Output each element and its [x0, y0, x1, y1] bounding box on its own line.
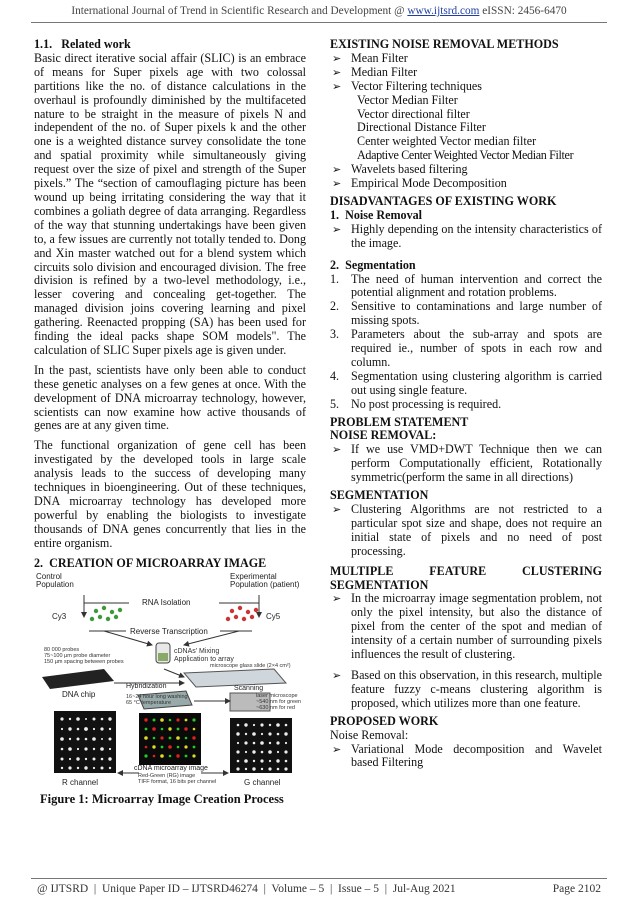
noise-removal-subheading: 1. Noise Removal	[330, 207, 423, 222]
noise-removal-problem-list	[330, 443, 602, 485]
related-work-heading: 1.1. Related work	[34, 37, 131, 51]
creation-heading: 2. CREATION OF MICROARRAY IMAGE	[34, 555, 267, 570]
cy5-label: Cy5	[266, 611, 281, 621]
journal-url-link[interactable]: www.ijtsrd.com	[407, 5, 480, 17]
vector-filtering-sublist	[330, 94, 602, 164]
application-arrow	[164, 669, 184, 677]
item-number: 1.	[330, 271, 340, 286]
proposed-noise-removal-label: Noise Removal:	[330, 727, 409, 742]
dna-chip-shape	[42, 669, 114, 689]
segmentation-subheading: 2. Segmentation	[330, 257, 416, 272]
vector-sub-item: Vector directional filter	[357, 106, 470, 121]
header-rule	[31, 22, 607, 23]
related-work-paragraph-1: Basic direct iterative social affair (SLIC) is an embrace of means for Super pixels age with two colossal partitions like the no. of distance calculations in the overhaul is profoundly diminished by the multifaceted nature to be straight in the measure of pixels N and independent of the no. of Super pixels k and the other one is a weighted distance survey consolidate the tone and spatial proximity while simultaneously giving request over the size of pixel and strength of the Super pixels.” The “section of camouflaging picture has been wound up being irritating considering the way that it combines a goliath degree of data arranging. Regardless of the way that stunning undertakings have been given to, a few issues are currently not totally tended to. Dong and Xin master watched out for a blend system which circuits solo division and encouraged division. The free division is refined by a two-level methodology, i.e., lesser covering and concealing get-together. The managed division joins covering learning and pixel gathering. Reenacted propping (SA) has been used for finding the ideal packs shape SOM models". The calculation of SLIC Super pixels age is given under.	[34, 50, 306, 357]
vector-sub-item: Vector Median Filter	[357, 92, 458, 107]
problem-item: ➢ If we use VMD+DWT Technique then we can perform Computationally efficient, Rotationally symmetric(perform the same in all directions)	[330, 443, 602, 485]
footer-paper-info: @ IJTSRD | Unique Paper ID – IJTSRD46274 | Volume – 5 | Issue – 5 | Jul-Aug 2021	[37, 883, 456, 895]
method-item: ➢ Empirical Mode Decomposition	[330, 177, 602, 191]
experimental-population-label: Experimental Population (patient)	[230, 571, 300, 590]
proposed-work-list	[330, 743, 602, 771]
rna-isolation-label: RNA Isolation	[142, 597, 191, 607]
right-column	[330, 38, 602, 774]
item-number: 4.	[330, 368, 340, 383]
application-to-array-label: Application to array	[174, 655, 234, 663]
scanning-specs-label: laser microscope ~540 nm for green ~630 nm for red	[256, 692, 302, 711]
figure-caption: Figure 1: Microarray Image Creation Process	[40, 791, 284, 806]
disadvantage-item: ➢ Highly depending on the intensity characteristics of the image.	[330, 223, 602, 251]
red-cells-cluster	[226, 605, 258, 620]
noise-removal-disadvantages	[330, 223, 602, 251]
hybridization-specs-label: 16~24 hour long washing 65 °C temperature	[126, 693, 188, 706]
method-item: ➢ Vector Filtering techniques	[330, 80, 602, 94]
segmentation-item	[330, 300, 602, 328]
cy3-label: Cy3	[52, 611, 67, 621]
running-header	[0, 5, 638, 17]
reverse-transcription-label: Reverse Transcription	[130, 626, 208, 636]
journal-name: International Journal of Trend in Scientific Research and Development @	[71, 5, 408, 17]
existing-methods-list-continued	[330, 163, 602, 191]
vector-sub-item: Adaptive Center Weighted Vector Median Filter	[357, 148, 574, 163]
item-number: 5.	[330, 396, 340, 411]
segmentation-problem-list	[330, 503, 602, 559]
heading-word: MULTIPLE	[330, 563, 394, 578]
dna-chip-label: DNA chip	[62, 689, 96, 699]
r-channel-label: R channel	[62, 777, 99, 787]
heading-word: FEATURE	[429, 563, 487, 578]
item-text: The need of human intervention and correct the potential alignment and rotation problems.	[351, 271, 602, 300]
green-cells-cluster	[90, 605, 122, 620]
item-number: 3.	[330, 327, 340, 342]
control-population-label: Control Population	[36, 571, 74, 590]
item-text: Segmentation using clustering algorithm is carried out using single feature.	[351, 368, 602, 397]
segmentation-disadvantages	[330, 273, 602, 412]
item-text: Sensitive to contaminations and large number of missing spots.	[351, 299, 602, 328]
problem-statement-heading: PROBLEM STATEMENT	[330, 414, 469, 429]
multiple-feature-heading	[330, 565, 602, 579]
related-work-paragraph-3: The functional organization of gene cell has been investigated by the developed tools in large scale analysis leads to the success of developing many techniques in bioengineering. Out of these techniques, DNA microarray technology has developed more powerful by enabling the biologists to investigate thousands of DNA genes concurrently that lies in the entire organism.	[34, 438, 306, 550]
r-channel-image	[54, 711, 116, 773]
segmentation-item	[330, 398, 602, 412]
multiple-feature-item: ➢ Based on this observation, in this research, multiple feature fuzzy c-means clustering algorithm is proposed, which utilizes more than one feature.	[330, 669, 602, 711]
footer-page-number: Page 2102	[552, 883, 601, 895]
mixing-liquid	[158, 653, 168, 661]
heading-word: CLUSTERING	[522, 563, 602, 578]
multiple-feature-heading-line2: SEGMENTATION	[330, 577, 429, 592]
disadvantages-heading: DISADVANTAGES OF EXISTING WORK	[330, 193, 557, 208]
segmentation-item	[330, 273, 602, 301]
proposed-item: ➢ Variational Mode decomposition and Wavelet based Filtering	[330, 743, 602, 771]
issn: eISSN: 2456-6470	[479, 5, 567, 17]
multiple-feature-item: ➢ In the microarray image segmentation problem, not only the pixel intensity, but also the distance of pixel from the center of the spot and median of intensity of a certain number of surrounding pixels influences the result of clustering.	[330, 592, 602, 662]
cdnas-mixing-label: cDNAs' Mixing	[174, 647, 220, 655]
left-column	[34, 38, 306, 806]
item-text: No post processing is required.	[351, 396, 502, 411]
method-item: ➢ Wavelets based filtering	[330, 163, 602, 177]
segmentation-item	[330, 328, 602, 370]
g-channel-label: G channel	[244, 777, 281, 787]
item-text: Parameters about the sub-array and spots are required ie., number of spots in each row and column.	[351, 327, 602, 369]
item-number: 2.	[330, 299, 340, 314]
problem-item: ➢ Clustering Algorithms are not restricted to a particular spot size and shape, does not require an initial state of pixels and no need of post processing.	[330, 503, 602, 559]
g-channel-image	[230, 718, 292, 773]
multiple-feature-list	[330, 592, 602, 710]
vector-sub-item: Directional Distance Filter	[357, 120, 486, 135]
segmentation-item	[330, 370, 602, 398]
cdna-image-label: cDNA microarray image	[134, 764, 208, 772]
glass-slide-label: microscope glass slide (2×4 cm²)	[210, 662, 291, 669]
related-work-paragraph-2: In the past, scientists have only been able to conduct these genetic analyses on a few genes at once. With the development of DNA microarray technology, however, scientists can now examine how active thousands of genes are at any given time.	[34, 362, 306, 433]
running-footer	[37, 883, 601, 895]
segmentation-problem-heading: SEGMENTATION	[330, 488, 429, 503]
footer-rule	[31, 878, 607, 879]
probe-specs-label: 80 000 probes 75~100 µm probe diameter 150 µm spacing between probes	[44, 646, 124, 665]
noise-removal-problem-heading: NOISE REMOVAL:	[330, 428, 437, 443]
method-item: ➢ Median Filter	[330, 66, 602, 80]
cdna-image-specs-label: Red-Green (RG) image TIFF format, 16 bits per channel	[138, 772, 217, 785]
existing-methods-heading: EXISTING NOISE REMOVAL METHODS	[330, 37, 559, 51]
microarray-creation-figure	[34, 573, 306, 791]
proposed-work-heading: PROPOSED WORK	[330, 713, 439, 728]
existing-methods-list	[330, 52, 602, 94]
hybridization-label: Hybridization	[126, 682, 167, 690]
scanning-label: Scanning	[234, 684, 264, 692]
method-item: ➢ Mean Filter	[330, 52, 602, 66]
vector-sub-item: Center weighted Vector median filter	[357, 134, 537, 149]
